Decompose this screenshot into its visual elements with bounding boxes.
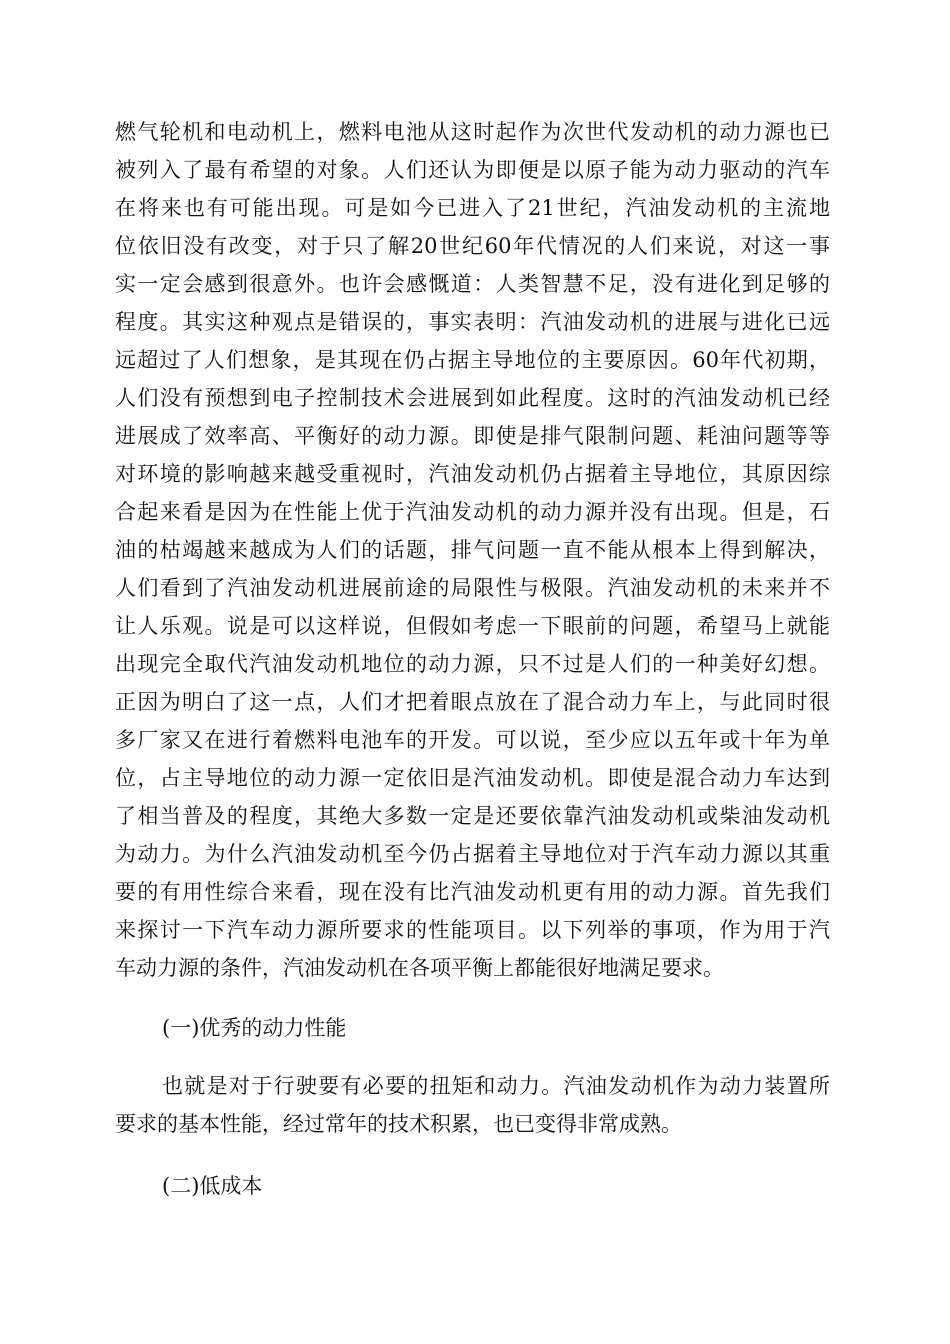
text-line: 车动力源的条件，汽油发动机在各项平衡上都能很好地满足要求。 [115,956,724,980]
text-line: 为动力。为什么汽油发动机至今仍占据着主导地位对于汽车动力源以其重 [115,842,830,866]
text-line: 远超过了人们想象，是其现在仍占据主导地位的主要原因。60年代初期， [115,348,830,372]
text-line: 要求的基本性能，经过常年的技术积累，也已变得非常成熟。 [115,1112,682,1136]
text-line: 被列入了最有希望的对象。人们还认为即便是以原子能为动力驱动的汽车 [115,158,830,182]
text-line: 要的有用性综合来看，现在没有比汽油发动机更有用的动力源。首先我们 [115,880,830,904]
section-heading: (二)低成本 [162,1174,263,1198]
text-line: 出现完全取代汽油发动机地位的动力源，只不过是人们的一种美好幻想。 [115,652,830,676]
text-line: 人们看到了汽油发动机进展前途的局限性与极限。汽油发动机的未来并不 [115,576,830,600]
text-line: 合起来看是因为在性能上优于汽油发动机的动力源并没有出现。但是，石 [115,500,830,524]
text-line: 正因为明白了这一点，人们才把着眼点放在了混合动力车上，与此同时很 [115,690,830,714]
text-line: 位，占主导地位的动力源一定依旧是汽油发动机。即使是混合动力车达到 [115,766,830,790]
text-line: 位依旧没有改变，对于只了解20世纪60年代情况的人们来说，对这一事 [115,234,830,258]
text-line: 了相当普及的程度，其绝大多数一定是还要依靠汽油发动机或柴油发动机 [115,804,830,828]
text-line: 让人乐观。说是可以这样说，但假如考虑一下眼前的问题，希望马上就能 [115,614,830,638]
text-line: 燃气轮机和电动机上，燃料电池从这时起作为次世代发动机的动力源也已 [115,120,830,144]
section-heading: (一)优秀的动力性能 [162,1016,347,1040]
text-line: 在将来也有可能出现。可是如今已进入了21世纪，汽油发动机的主流地 [115,196,830,220]
text-line: 程度。其实这种观点是错误的，事实表明：汽油发动机的进展与进化已远 [115,310,830,334]
text-line: 对环境的影响越来越受重视时，汽油发动机仍占据着主导地位，其原因综 [115,462,830,486]
text-line: 实一定会感到很意外。也许会感慨道：人类智慧不足，没有进化到足够的 [115,272,830,296]
text-line: 人们没有预想到电子控制技术会进展到如此程度。这时的汽油发动机已经 [115,386,830,410]
text-line: 进展成了效率高、平衡好的动力源。即使是排气限制问题、耗油问题等等 [115,424,830,448]
text-line: 来探讨一下汽车动力源所要求的性能项目。以下列举的事项，作为用于汽 [115,918,830,942]
text-line: 也就是对于行驶要有必要的扭矩和动力。汽油发动机作为动力装置所 [162,1074,830,1098]
text-line: 多厂家又在进行着燃料电池车的开发。可以说，至少应以五年或十年为单 [115,728,830,752]
text-line: 油的枯竭越来越成为人们的话题，排气问题一直不能从根本上得到解决， [115,538,830,562]
